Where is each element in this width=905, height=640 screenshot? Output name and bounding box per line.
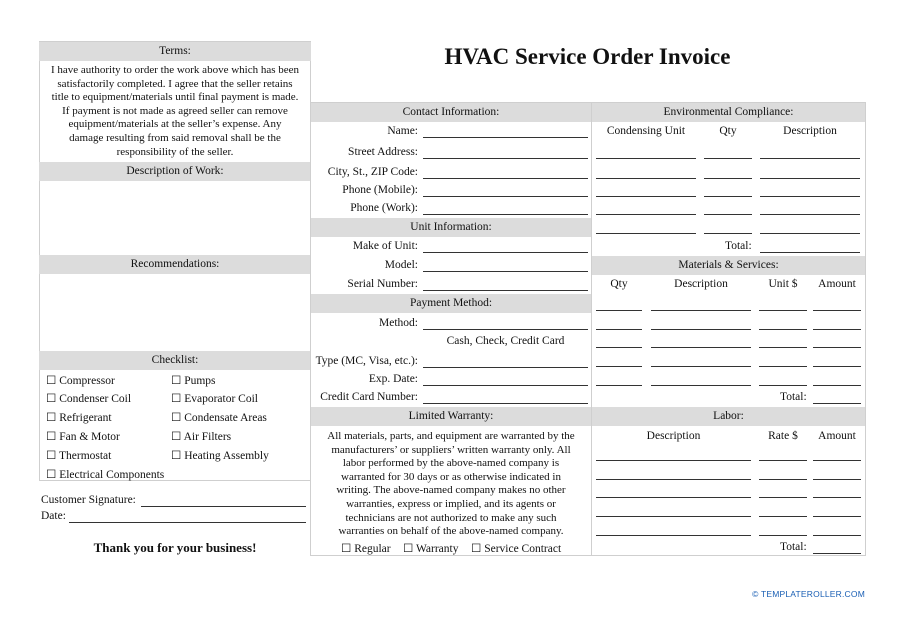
name-line[interactable] — [423, 137, 588, 138]
env-total-label: Total: — [725, 240, 752, 252]
description-of-work-area[interactable] — [39, 181, 311, 255]
checklist-label: Evaporator Coil — [184, 393, 258, 405]
checklist-item-condensate-areas[interactable] — [171, 410, 267, 424]
env-row-line[interactable] — [596, 196, 696, 197]
env-total-line[interactable] — [760, 252, 860, 253]
contact-header: Contact Information: — [311, 103, 591, 122]
env-row-line[interactable] — [596, 158, 696, 159]
checklist-label: Pumps — [184, 375, 216, 387]
labor-row-line[interactable] — [759, 460, 807, 461]
labor-row-line[interactable] — [596, 535, 751, 536]
materials-row-line[interactable] — [813, 385, 861, 386]
terms-header: Terms: — [39, 42, 311, 61]
env-row-line[interactable] — [704, 178, 752, 179]
footer-credit[interactable]: © TEMPLATEROLLER.COM — [752, 589, 865, 599]
materials-row-line[interactable] — [813, 347, 861, 348]
exp-date-label: Exp. Date: — [368, 373, 418, 385]
exp-date-line[interactable] — [423, 385, 588, 386]
checkbox-icon: ☐ — [471, 543, 482, 555]
warranty-text — [311, 430, 591, 539]
checkbox-icon: ☐ — [171, 393, 182, 405]
materials-row-line[interactable] — [813, 329, 861, 330]
labor-row-line[interactable] — [759, 516, 807, 517]
checklist-item-pumps[interactable] — [171, 373, 216, 387]
phone-mobile-line[interactable] — [423, 196, 588, 197]
checkbox-icon: ☐ — [171, 450, 182, 462]
checklist-item-refrigerant[interactable] — [46, 410, 112, 424]
labor-col-amount: Amount — [818, 430, 856, 442]
payment-header: Payment Method: — [311, 294, 591, 313]
terms-text — [39, 64, 311, 159]
warranty-option-label: Warranty — [415, 543, 459, 555]
method-line[interactable] — [423, 329, 588, 330]
warranty-option-service-contract[interactable] — [471, 541, 561, 555]
recommendations-header: Recommendations: — [39, 255, 311, 274]
page-title: HVAC Service Order Invoice — [444, 44, 731, 69]
card-number-label: Credit Card Number: — [320, 391, 418, 403]
terms-line: satisfactorily completed. I agree that the seller retains — [57, 77, 293, 90]
labor-row-line[interactable] — [759, 535, 807, 536]
materials-row-line[interactable] — [813, 310, 861, 311]
warranty-line: technicians are not authorized to make any such — [345, 511, 557, 524]
materials-row-line[interactable] — [759, 329, 807, 330]
payment-options: Cash, Check, Credit Card — [446, 335, 565, 347]
name-label: Name: — [387, 125, 418, 137]
terms-line: damage resulting from said removal shall be the — [69, 131, 281, 144]
materials-row-line[interactable] — [596, 385, 642, 386]
env-row-line[interactable] — [760, 233, 860, 234]
materials-row-line[interactable] — [651, 329, 751, 330]
checklist-item-evaporator-coil[interactable] — [171, 391, 258, 405]
env-row-line[interactable] — [760, 178, 860, 179]
customer-signature-line[interactable] — [141, 506, 306, 507]
materials-row-line[interactable] — [651, 310, 751, 311]
date-label: Date: — [41, 510, 66, 522]
mat-col-description: Description — [674, 278, 728, 290]
checklist-item-electrical[interactable] — [46, 467, 164, 481]
terms-line: title to equipment/materials until final payment is made. — [51, 91, 299, 104]
checkbox-icon: ☐ — [46, 469, 57, 481]
card-type-label: Type (MC, Visa, etc.): — [315, 355, 418, 367]
labor-col-rate: Rate $ — [768, 430, 798, 442]
mat-col-amount: Amount — [818, 278, 856, 290]
checklist-item-fan-motor[interactable] — [46, 429, 120, 443]
labor-row-line[interactable] — [759, 497, 807, 498]
materials-row-line[interactable] — [651, 347, 751, 348]
labor-row-line[interactable] — [813, 497, 861, 498]
warranty-option-label: Regular — [354, 543, 391, 555]
env-col-condensing-unit: Condensing Unit — [606, 125, 686, 137]
env-row-line[interactable] — [760, 196, 860, 197]
warranty-header: Limited Warranty: — [311, 407, 591, 426]
materials-row-line[interactable] — [759, 385, 807, 386]
terms-line: If payment is not made as agreed seller can remove — [62, 104, 288, 117]
env-row-line[interactable] — [704, 196, 752, 197]
street-line[interactable] — [423, 158, 588, 159]
warranty-line: writing. The above-named company makes no other — [336, 484, 566, 497]
materials-row-line[interactable] — [651, 385, 751, 386]
phone-work-line[interactable] — [423, 214, 588, 215]
env-row-line[interactable] — [596, 233, 696, 234]
mat-total-label: Total: — [780, 391, 807, 403]
checklist-label: Compressor — [59, 375, 115, 387]
checklist-header: Checklist: — [39, 351, 311, 370]
env-row-line[interactable] — [596, 178, 696, 179]
checkbox-icon: ☐ — [403, 543, 414, 555]
labor-row-line[interactable] — [813, 535, 861, 536]
labor-row-line[interactable] — [813, 479, 861, 480]
date-line[interactable] — [69, 522, 306, 523]
card-number-line[interactable] — [423, 403, 588, 404]
checklist-label: Air Filters — [183, 431, 232, 443]
warranty-option-label: Service Contract — [484, 543, 562, 555]
checklist-item-condenser-coil[interactable] — [46, 391, 131, 405]
city-line[interactable] — [423, 178, 588, 179]
checklist-item-heating-assembly[interactable] — [171, 448, 269, 462]
materials-row-line[interactable] — [596, 329, 642, 330]
env-row-line[interactable] — [704, 233, 752, 234]
checkbox-icon: ☐ — [46, 431, 57, 443]
checkbox-icon: ☐ — [341, 543, 352, 555]
warranty-line: warranties, express or implied, and its agents or — [346, 497, 556, 510]
env-col-description: Description — [783, 125, 837, 137]
labor-row-line[interactable] — [596, 479, 751, 480]
checkbox-icon: ☐ — [171, 431, 182, 443]
materials-row-line[interactable] — [759, 310, 807, 311]
terms-line: equipment/materials at the seller’s expense. Any — [68, 118, 282, 131]
checklist-item-thermostat[interactable] — [46, 448, 111, 462]
materials-row-line[interactable] — [759, 347, 807, 348]
model-label: Model: — [384, 259, 418, 271]
warranty-line: All materials, parts, and equipment are warranted by the — [327, 430, 575, 442]
labor-total-label: Total: — [780, 541, 807, 553]
recommendations-area[interactable] — [39, 274, 311, 351]
serial-label: Serial Number: — [347, 278, 418, 290]
checkbox-icon: ☐ — [171, 412, 182, 424]
checklist-label: Heating Assembly — [184, 450, 269, 462]
make-line[interactable] — [423, 252, 588, 253]
labor-row-line[interactable] — [596, 516, 751, 517]
labor-header: Labor: — [592, 407, 865, 426]
street-label: Street Address: — [348, 146, 418, 158]
phone-mobile-label: Phone (Mobile): — [342, 184, 418, 196]
env-row-line[interactable] — [704, 214, 752, 215]
checklist-label: Electrical Components — [59, 469, 165, 481]
mat-col-unit: Unit $ — [768, 278, 798, 290]
materials-row-line[interactable] — [596, 347, 642, 348]
terms-line: I have authority to order the work above which has been — [50, 64, 300, 76]
env-row-line[interactable] — [760, 158, 860, 159]
customer-signature-label: Customer Signature: — [41, 494, 136, 506]
checklist-label: Thermostat — [58, 450, 112, 462]
env-col-qty: Qty — [719, 125, 737, 137]
description-of-work-header: Description of Work: — [39, 162, 311, 181]
labor-row-line[interactable] — [759, 479, 807, 480]
model-line[interactable] — [423, 271, 588, 272]
env-row-line[interactable] — [596, 214, 696, 215]
labor-row-line[interactable] — [596, 460, 751, 461]
mat-col-qty: Qty — [610, 278, 628, 290]
method-label: Method: — [379, 317, 418, 329]
card-type-line[interactable] — [423, 367, 588, 368]
labor-row-line[interactable] — [813, 460, 861, 461]
labor-row-line[interactable] — [813, 516, 861, 517]
city-label: City, St., ZIP Code: — [327, 166, 418, 178]
env-row-line[interactable] — [704, 158, 752, 159]
checklist-item-air-filters[interactable] — [171, 429, 231, 443]
warranty-option-regular[interactable] — [341, 541, 391, 555]
materials-row-line[interactable] — [596, 310, 642, 311]
materials-row-line[interactable] — [651, 366, 751, 367]
checklist-label: Condenser Coil — [59, 393, 132, 405]
warranty-line: warranted for 30 days or as otherwise indicated in — [341, 470, 561, 483]
labor-row-line[interactable] — [596, 497, 751, 498]
materials-row-line[interactable] — [813, 366, 861, 367]
warranty-option-warranty[interactable] — [403, 541, 458, 555]
checklist-label: Refrigerant — [59, 412, 112, 424]
environmental-header: Environmental Compliance: — [592, 103, 865, 122]
materials-row-line[interactable] — [596, 366, 642, 367]
labor-total-line[interactable] — [813, 553, 861, 554]
terms-line: responsibility of the seller. — [116, 145, 234, 158]
phone-work-label: Phone (Work): — [350, 202, 418, 214]
checkbox-icon: ☐ — [171, 375, 182, 387]
mat-total-line[interactable] — [813, 403, 861, 404]
materials-header: Materials & Services: — [592, 256, 865, 275]
thanks-text: Thank you for your business! — [93, 540, 257, 555]
checkbox-icon: ☐ — [46, 375, 57, 387]
checklist-item-compressor[interactable] — [46, 373, 115, 387]
checkbox-icon: ☐ — [46, 393, 57, 405]
checklist-label: Fan & Motor — [59, 431, 120, 443]
serial-line[interactable] — [423, 290, 588, 291]
checkbox-icon: ☐ — [46, 450, 57, 462]
unit-header: Unit Information: — [311, 218, 591, 237]
materials-row-line[interactable] — [759, 366, 807, 367]
make-label: Make of Unit: — [352, 240, 418, 252]
env-row-line[interactable] — [760, 214, 860, 215]
warranty-line: labor performed by the above-named company is — [342, 457, 560, 470]
warranty-line: manufacturers’ or suppliers’ written warranty only. All — [331, 443, 571, 456]
checkbox-icon: ☐ — [46, 412, 57, 424]
checklist-label: Condensate Areas — [184, 412, 267, 424]
labor-col-description: Description — [646, 430, 701, 442]
warranty-line: warranties on behalf of the above-named company. — [338, 525, 564, 538]
